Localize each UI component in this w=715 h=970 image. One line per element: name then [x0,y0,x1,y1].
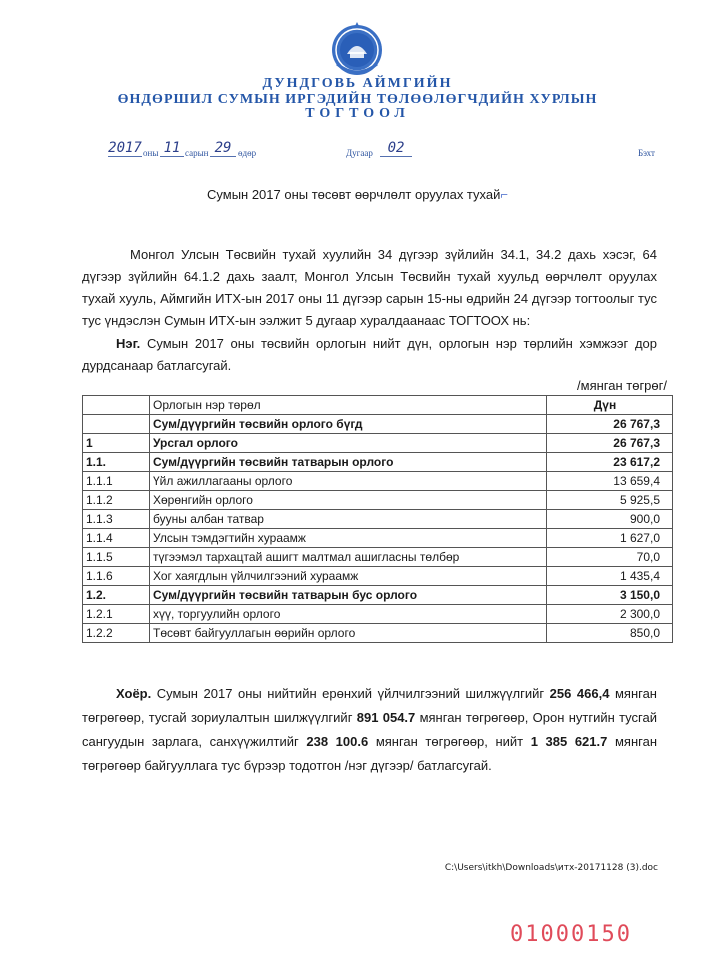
row-amount: 70,0 [547,548,673,567]
table-row [83,415,673,434]
header-amount: Дүн [547,396,673,415]
serial-number: 01000150 [510,922,632,947]
row-code: 1.1.1 [83,472,150,491]
row-code: 1.1.5 [83,548,150,567]
row-amount: 13 659,4 [547,472,673,491]
clause-two-text: мянган төгрөгөөр, Орон нутгийн тусгай сангуудын зарлага, санхүүжилтийг [82,710,657,749]
subject-text: Сумын 2017 оны төсөвт өөрчлөлт оруулах тухай [207,187,501,202]
number-label: Дугаар [346,148,373,158]
row-name: Урсгал орлого [150,434,547,453]
row-code: 1.1.3 [83,510,150,529]
row-code: 1.2. [83,586,150,605]
header-name: Орлогын нэр төрөл [150,396,547,415]
row-amount: 26 767,3 [547,415,673,434]
row-amount: 2 300,0 [547,605,673,624]
row-amount: 1 435,4 [547,567,673,586]
clause-two-text: мянган төгрөгөөр байгууллага тус бүрээр тодотгон /нэг дүгээр/ батлагсугай. [82,734,657,773]
header-organization: ӨНДӨРШИЛ СУМЫН ИРГЭДИЙН ТӨЛӨӨЛӨГЧДИЙН ХУРЛЫН [117,92,598,107]
table-row [83,491,673,510]
date-year: 2017 [108,140,142,156]
row-name: хүү, торгуулийн орлого [150,605,547,624]
table-header-row [83,396,673,415]
row-amount: 26 767,3 [547,434,673,453]
row-code: 1.2.1 [83,605,150,624]
place-name: Бэхт [638,148,655,158]
clause-two-text: мянган төгрөгөөр, нийт [368,734,531,749]
clause-one [82,333,657,377]
revenue-table [82,395,673,643]
row-code: 1 [83,434,150,453]
row-name: бууны албан татвар [150,510,547,529]
date-month: 11 [160,140,184,157]
date-day-label: өдөр [238,148,257,158]
table-row [83,605,673,624]
row-amount: 1 627,0 [547,529,673,548]
state-emblem-icon [329,20,385,78]
clause-two-value: 1 385 621.7 [530,734,608,749]
clause-two-lead: Хоёр. [116,686,152,701]
clause-two-value: 238 100.6 [306,734,369,749]
table-row [83,453,673,472]
clause-two-text: Сумын 2017 оны нийтийн ерөнхий үйлчилгээний шилжүүлгийг [151,686,550,701]
file-path: C:\Users\itkh\Downloads\итх-20171128 (3).doc [444,863,658,873]
table-row [83,472,673,491]
row-code: 1.1.2 [83,491,150,510]
date-day: 29 [210,140,236,157]
table-row [83,510,673,529]
row-code: 1.2.2 [83,624,150,643]
clause-one-text: Сумын 2017 оны төсвийн орлогын нийт дүн, орлогын нэр төрлийн хэмжээг дор дурдсанаар батлагсугай. [82,336,657,373]
subject-line [0,187,715,202]
row-name: Сум/дүүргийн төсвийн татварын орлого [150,453,547,472]
clause-one-lead: Нэг. [116,336,141,351]
clause-two [82,682,657,778]
row-name: Сум/дүүргийн төсвийн орлого бүгд [150,415,547,434]
table-row [83,434,673,453]
unit-label: /мянган төгрөг/ [577,378,667,393]
preamble-paragraph: Монгол Улсын Төсвийн тухай хуулийн 34 дүгээр зүйлийн 34.1, 34.2 дахь хэсэг, 64 дүгээр зүйлийн 64.1.2 дахь заалт, Монгол Улсын Төсвийн тухай хуульд өөрчлөлт оруулах тухай хууль, Аймгийн ИТХ-ын 2017 оны 11 дүгээр сарын 15-ны өдрийн 24 дүгээр тогтоолыг тус тус үндэслэн Сумын ИТХ-ын ээлжит 5 дугаар хуралдаанаас ТОГТООХ нь: [82,247,657,328]
header-doc-type: ТОГТООЛ [305,106,410,121]
row-amount: 23 617,2 [547,453,673,472]
clause-two-value: 256 466,4 [549,686,610,701]
header-code [83,396,150,415]
row-amount: 900,0 [547,510,673,529]
row-name: Хөрөнгийн орлого [150,491,547,510]
date-year-label: оны [143,148,159,158]
header-aimag: ДУНДГОВЬ АЙМГИЙН [262,76,453,91]
row-amount: 5 925,5 [547,491,673,510]
row-name: Хог хаягдлын үйлчилгээний хураамж [150,567,547,586]
row-name: Улсын тэмдэгтийн хураамж [150,529,547,548]
row-name: түгээмэл тархацтай ашигт малтмал ашигласны төлбөр [150,548,547,567]
clause-two-value: 891 054.7 [356,710,416,725]
row-name: Сум/дүүргийн төсвийн татварын бус орлого [150,586,547,605]
row-name: Төсөвт байгууллагын өөрийн орлого [150,624,547,643]
date-month-label: сарын [185,148,209,158]
row-amount: 850,0 [547,624,673,643]
clause-two-text: мянган төгрөгөөр, тусгай зориулалтын шилжүүлгийг [82,686,657,725]
row-amount: 3 150,0 [547,586,673,605]
row-name: Үйл ажиллагааны орлого [150,472,547,491]
row-code: 1.1.6 [83,567,150,586]
table-row [83,586,673,605]
table-row [83,529,673,548]
table-row [83,548,673,567]
table-row [83,624,673,643]
row-code: 1.1.4 [83,529,150,548]
row-code: 1.1. [83,453,150,472]
resolution-number: 02 [380,140,412,157]
row-code [83,415,150,434]
hand-mark: ⌐ [500,187,508,202]
table-row [83,567,673,586]
